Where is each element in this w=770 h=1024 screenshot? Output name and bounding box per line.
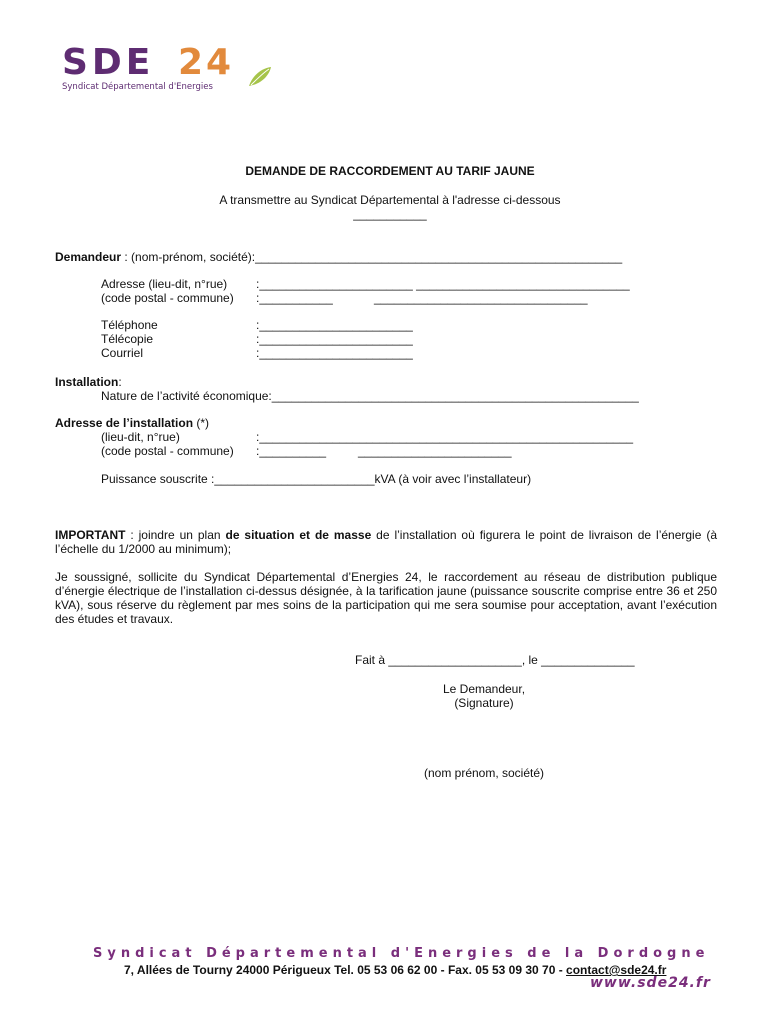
logo-subtitle: Syndicat Départemental d'Energies xyxy=(62,82,213,92)
leaf-icon xyxy=(247,64,273,90)
adresse-installation-star: (*) xyxy=(193,416,210,430)
signature-label: (Signature) xyxy=(454,696,514,710)
telephone-field[interactable]: :_______________________ xyxy=(256,318,413,332)
subtitle: A transmettre au Syndicat Départemental à l'adresse ci-dessous xyxy=(219,193,561,207)
installation-label: Installation xyxy=(55,375,119,389)
footer-email-link[interactable]: contact@sde24.fr xyxy=(566,963,667,977)
demandeur-signature-label: Le Demandeur, xyxy=(442,682,526,696)
adresse-label: Adresse (lieu-dit, n°rue) xyxy=(101,277,228,291)
adresse-installation-label: Adresse de l’installation xyxy=(55,416,194,430)
important-bold: de situation et de masse xyxy=(225,528,372,542)
nature-field[interactable]: Nature de l’activité économique:_______________________________________________________ xyxy=(101,389,639,403)
lieu-label: (lieu-dit, n°rue) xyxy=(101,430,180,444)
telecopie-label: Télécopie xyxy=(101,332,154,346)
important-text-1: : joindre un plan xyxy=(125,528,226,542)
lieu-field[interactable]: :________________________________________________________ xyxy=(256,430,634,444)
adresse-field[interactable]: :_______________________ ________________________________ xyxy=(256,277,630,291)
important-label: IMPORTANT xyxy=(55,528,126,542)
commune-field[interactable]: ________________________________ xyxy=(374,291,588,305)
subtitle-line: ___________ xyxy=(353,207,427,221)
cp-field[interactable]: :___________ xyxy=(256,291,333,305)
demandeur-line xyxy=(55,250,622,264)
important-note xyxy=(55,528,717,556)
logo xyxy=(62,42,277,97)
puissance-field[interactable]: Puissance souscrite :________________________kVA (à voir avec l’installateur) xyxy=(101,472,532,486)
telephone-label: Téléphone xyxy=(101,318,158,332)
footer-address: 7, Allées de Tourny 24000 Périgueux Tel. 05 53 06 62 00 - Fax. 05 53 09 30 70 - xyxy=(124,963,567,977)
page-title: DEMANDE DE RACCORDEMENT AU TARIF JAUNE xyxy=(245,164,535,178)
installation-heading xyxy=(55,375,122,389)
cp-label: (code postal - commune) xyxy=(101,291,234,305)
demandeur-field[interactable]: : (nom-prénom, société):_______________________________________________________ xyxy=(121,250,623,264)
install-cp-field[interactable]: :__________ xyxy=(256,444,327,458)
install-cp-label: (code postal - commune) xyxy=(101,444,234,458)
courriel-label: Courriel xyxy=(101,346,144,360)
fait-a-field[interactable]: Fait à ____________________, le ______________ xyxy=(355,653,635,667)
footer-title: Syndicat Départemental d'Energies de la Dordogne xyxy=(93,946,710,961)
demandeur-label: Demandeur xyxy=(55,250,122,264)
important-text-2: de l’installation où figurera le point de livraison de l’énergie (à l’échelle du 1/2000 au minimum); xyxy=(55,528,717,556)
adresse-installation-heading xyxy=(55,416,209,430)
nom-label: (nom prénom, société) xyxy=(423,766,545,780)
courriel-field[interactable]: :_______________________ xyxy=(256,346,413,360)
logo-sde: SDE xyxy=(62,42,155,83)
footer-address-line xyxy=(124,963,666,977)
declaration-paragraph: Je soussigné, sollicite du Syndicat Départemental d’Energies 24, le raccordement au réseau de distribution publique d’énergie électrique de l’installation ci-dessus désignée, à la tarification jaune (puissance souscrite comprise entre 36 et 250 kVA), sous réserve du règlement par mes soins de la participation qui me sera soumise pour acceptation, avant l’exécution des études et travaux. xyxy=(55,570,717,626)
telecopie-field[interactable]: :_______________________ xyxy=(256,332,413,346)
install-commune-field[interactable]: _______________________ xyxy=(358,444,512,458)
footer-website-link[interactable]: www.sde24.fr xyxy=(590,975,711,991)
logo-24: 24 xyxy=(178,42,235,83)
installation-colon: : xyxy=(118,375,122,389)
